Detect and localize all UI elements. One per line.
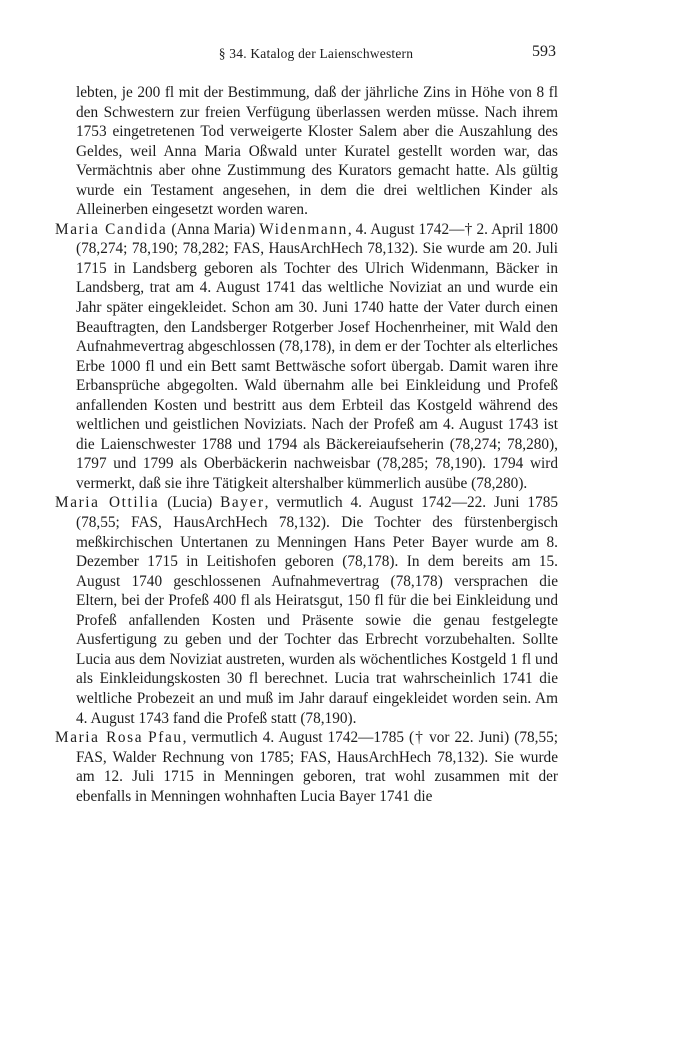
entry-text: , vermutlich 4. August 1742—1785 († vor 22. Juni) (78,55; FAS, Walder Rechnung von 1785; FAS, HausArchHech 78,132). Sie wurde am 12. Juli 1715 in Menningen geboren, trat wohl zusammen mit der ebenfalls in Menningen wohnhaften Lucia Bayer 1741 die: [76, 729, 558, 805]
entry-text: , 4. August 1742—† 2. April 1800 (78,274; 78,190; 78,282; FAS, HausArchHech 78,132). Sie wurde am 20. Juli 1715 in Landsberg geboren als Tochter des Ulrich Widenmann, Bäcker in Landsberg, trat am 4. August 1741 das weltliche Noviziat an und wurde ein Jahr später eingekleidet. Schon am 30. Juni 1740 hatte der Vater durch einen Beauftragten, den Landsberger Rotgerber Josef Hochenrheiner, mit Wald den Aufnahmevertrag abgeschlossen (78,178), in dem er der Tochter als elterliches Erbe 1000 fl und ein Bett samt Bettwäsche sofort übergab. Damit waren ihre Erbansprüche abgegolten. Wald übernahm alle bei Einkleidung und Profeß anfallenden Kosten und bestritt aus dem Erbteil das Kostgeld während des weltlichen und geistlichen Noviziats. Nach der Profeß am 4. August 1743 ist die Laienschwester 1788 und 1794 als Bäckereiaufseherin (78,274; 78,280), 1797 und 1799 als Oberbäckerin nachweisbar (78,285; 78,190). 1794 wird vermerkt, daß sie ihre Tätigkeit altershalber kümmerlich ausübe (78,280).: [76, 220, 559, 492]
entry-surname: Bayer: [220, 494, 265, 512]
entry-first-names: Maria Ottilia: [55, 494, 160, 512]
continuation-paragraph: lebten, je 200 fl mit der Bestimmung, daß der jährliche Zins in Höhe von 8 fl den Schwestern zur freien Verfügung überlassen werden müsse. Nach ihrem 1753 eingetretenen Tod verweigerte Kloster Salem aber die Auszahlung des Geldes, weil Anna Maria Oßwald unter Kuratel gestellt worden war, das Vermächtnis aber ohne Zustimmung des Kurators gemacht hatte. Als gültig wurde ein Testament angesehen, in dem die drei weltlichen Kinder als Alleinerben eingesetzt worden waren.: [76, 84, 558, 219]
catalog-entry-widenmann: [55, 220, 558, 494]
entry-religious-name: (Anna Maria): [171, 220, 256, 238]
running-title: § 34. Katalog der Laienschwestern: [218, 46, 414, 61]
catalog-entry-bayer: [55, 493, 558, 728]
body-text: [55, 83, 558, 806]
entry-surname: Widenmann: [259, 220, 348, 238]
entry-text: , vermutlich 4. August 1742—22. Juni 1785 (78,55; FAS, HausArchHech 78,132). Die Tochter des fürstenbergisch meßkirchischen Untertanen zu Menningen Hans Peter Bayer wurde am 8. Dezember 1715 in Leitishofen geboren (78,178). In dem bereits am 15. August 1740 geschlossenen Aufnahmevertrag (78,178) versprachen die Eltern, bei der Profeß 400 fl als Heiratsgut, 150 fl für die bei Einkleidung und Profeß anfallenden Kosten und Präsente sowie die genau festgelegte Ausfertigung zu geben und der Tochter das Erbrecht vorzubehalten. Sollte Lucia aus dem Noviziat austreten, wurden als wöchentliches Kostgeld 1 fl und als Einkleidungskosten 30 fl berechnet. Lucia trat wahrscheinlich 1741 die weltliche Probezeit an und muß im Jahr darauf eingekleidet worden sein. Am 4. August 1743 fand die Profeß statt (78,190).: [76, 494, 558, 727]
page-number: 593: [532, 43, 556, 60]
entry-religious-name: (Lucia): [167, 494, 213, 512]
catalog-entry-pfau: [55, 728, 558, 806]
entry-first-names: Maria Rosa: [55, 729, 144, 747]
entry-first-names: Maria Candida: [55, 220, 168, 238]
entry-surname: Pfau: [148, 729, 183, 747]
